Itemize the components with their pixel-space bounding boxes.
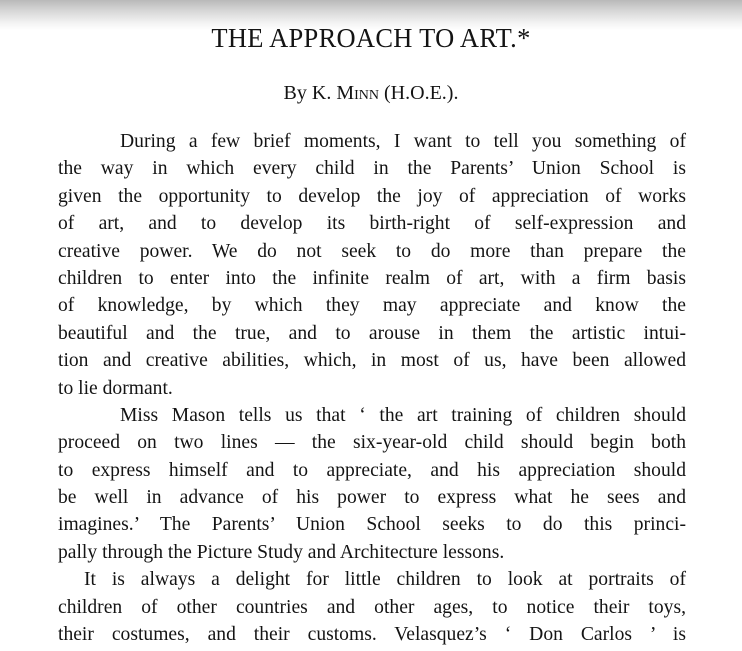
text-line: imagines.’ The Parents’ Union School seeks to do this princi- (58, 514, 686, 536)
text-line: to lie dormant. (58, 377, 173, 399)
article-body (58, 128, 686, 648)
byline-suffix: (H.O.E.). (379, 82, 459, 104)
byline-prefix: By K. (283, 82, 337, 104)
article-byline (0, 79, 742, 107)
text-line: tion and creative abilities, which, in most of us, have been allowed (58, 350, 686, 372)
text-line: It is always a delight for little children to look at portraits of (84, 569, 686, 591)
text-line: children to enter into the infinite realm of art, with a firm basis (58, 267, 686, 289)
text-line: creative power. We do not seek to do more than prepare the (58, 240, 686, 262)
text-line: proceed on two lines — the six-year-old child should begin both (58, 432, 686, 454)
text-line: the way in which every child in the Parents’ Union School is (58, 158, 686, 180)
text-line: During a few brief moments, I want to tell you something of (120, 131, 686, 152)
article-title: THE APPROACH TO ART.* (211, 23, 531, 53)
text-line: pally through the Picture Study and Architecture lessons. (58, 541, 505, 563)
text-line: children of other countries and other ages, to notice their toys, (58, 596, 686, 618)
byline-author-name: Minn (336, 82, 380, 104)
paragraph-3 (58, 566, 686, 648)
paragraph-1 (58, 128, 686, 402)
text-line: beautiful and the true, and to arouse in them the artistic intui- (58, 322, 686, 344)
text-line: of art, and to develop its birth-right of self-expression and (58, 213, 686, 235)
text-line: given the opportunity to develop the joy of appreciation of works (58, 185, 686, 207)
paragraph-2 (58, 402, 686, 566)
text-line: be well in advance of his power to express what he sees and (58, 487, 686, 509)
text-line: of knowledge, by which they may appreciate and know the (58, 295, 686, 317)
text-line: Miss Mason tells us that ‘ the art training of children should (120, 404, 686, 426)
text-line: their costumes, and their customs. Velasquez’s ‘ Don Carlos ’ is (58, 624, 686, 646)
text-line: to express himself and to appreciate, and his appreciation should (58, 459, 686, 481)
